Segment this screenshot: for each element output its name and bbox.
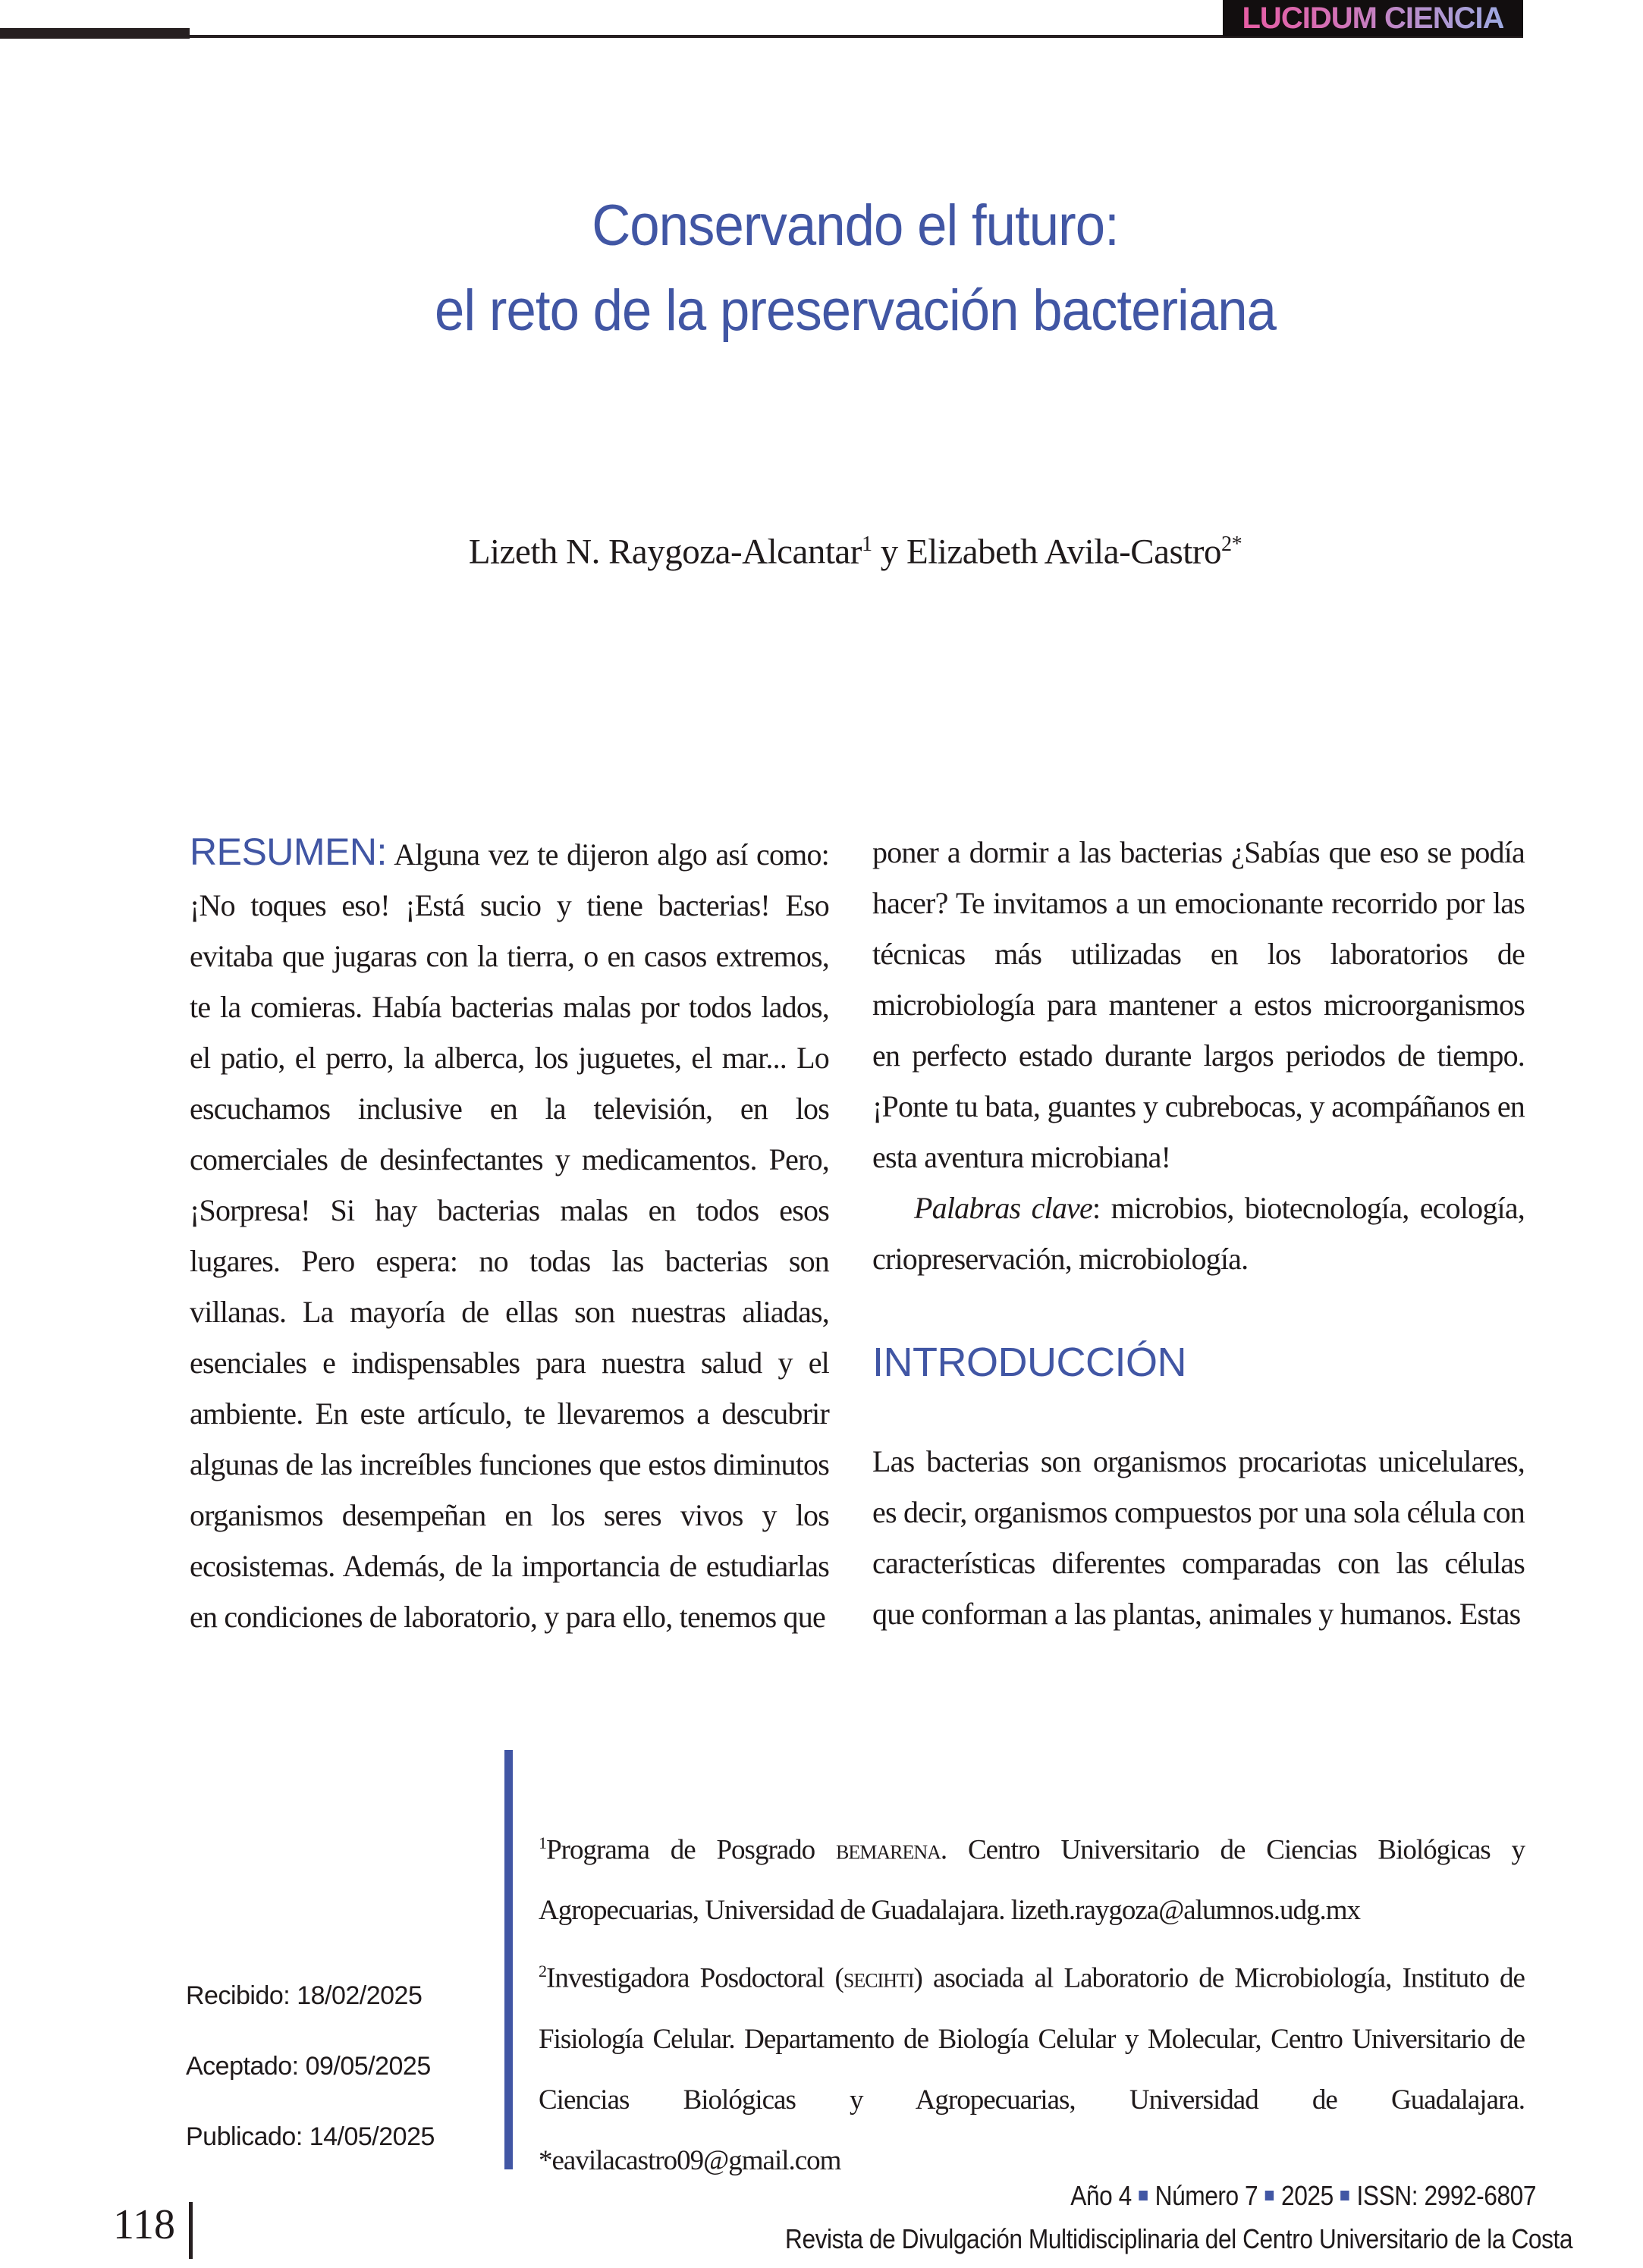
abstract-paragraph	[190, 827, 829, 1642]
footnote-2-institution-acronym: secihti	[843, 1962, 914, 1994]
introduction-heading: INTRODUCCIÓN	[872, 1340, 1186, 1385]
footnote-1-program-acronym: bemarena	[836, 1834, 941, 1866]
meta-item-number: Número 7	[1154, 2180, 1258, 2211]
author-2: Elizabeth Avila-Castro	[906, 532, 1221, 572]
authors-connector: y	[872, 532, 907, 572]
footnote-2-text: Investigadora Posdoctoral (	[546, 1962, 843, 1994]
keywords-label: Palabras clave	[914, 1191, 1092, 1225]
journal-badge-label: LUCIDUM CIENCIA	[1242, 1, 1504, 35]
meta-item-issn: ISSN: 2992-6807	[1356, 2180, 1536, 2211]
footnote-1-text-after: . Centro Universitario de Ciencias Biológicas y Agropecuarias, Universidad de Guadalajara. lizeth.raygoza@alumnos.udg.mx	[539, 1834, 1525, 1927]
page-number: 118	[113, 2201, 175, 2248]
footnote-2	[539, 1941, 1525, 2191]
received-date: Recibido: 18/02/2025	[186, 1981, 423, 2010]
issue-meta-line	[785, 2174, 1536, 2217]
introduction-paragraph: Las bacterias son organismos procariotas unicelulares, es decir, organismos compuestos por una sola célula con características diferentes comparadas con las células que conforman a las plantas, animales y humanos. Estas	[872, 1444, 1525, 1631]
abstract-continuation: poner a dormir a las bacterias ¿Sabías que eso se podía hacer? Te invitamos a un emocionante recorrido por las técnicas más utilizadas en los laboratorios de microbiología para mantener a estos microorganismos en perfecto estado durante largos periodos de tiempo. ¡Ponte tu bata, guantes y cubrebocas, y acompáñanos en esta aventura microbiana!	[872, 835, 1525, 1174]
abstract-column-left	[190, 827, 829, 1642]
keywords-text: : microbios, biotecnología, ecología, criopreservación, microbiología.	[872, 1191, 1525, 1276]
footnote-1	[539, 1813, 1525, 1941]
authors-line	[186, 522, 1525, 575]
separator-square-icon	[1340, 2191, 1349, 2200]
article-title	[233, 184, 1478, 353]
author-1-superscript: 1	[861, 532, 872, 556]
separator-square-icon	[1139, 2191, 1148, 2200]
accepted-date: Aceptado: 09/05/2025	[186, 2052, 431, 2081]
meta-item-edition-year: 2025	[1281, 2180, 1334, 2211]
meta-item-year: Año 4	[1070, 2180, 1132, 2211]
keywords-paragraph	[872, 1183, 1525, 1284]
footnote-2-text-after: ) asociada al Laboratorio de Microbiología, Instituto de Fisiología Celular. Departamento de Biología Celular y Molecular, Centro Universitario de Ciencias Biológicas y Agropecuarias, Universidad de Guadalajara. *eavilacastro09@gmail.com	[539, 1962, 1525, 2176]
journal-name: Revista de Divulgación Multidisciplinaria del Centro Universitario de la Costa	[785, 2223, 1573, 2254]
footnote-1-text: Programa de Posgrado	[546, 1834, 836, 1866]
footnote-2-marker: 2	[539, 1962, 547, 1981]
author-1: Lizeth N. Raygoza-Alcantar	[468, 532, 862, 572]
published-date: Publicado: 14/05/2025	[186, 2122, 435, 2151]
footer-divider	[189, 2202, 193, 2259]
separator-square-icon	[1265, 2191, 1274, 2200]
dates-block	[186, 1961, 512, 2172]
footnote-1-marker: 1	[539, 1833, 547, 1852]
abstract-text: Alguna vez te dijeron algo así como: ¡No toques eso! ¡Está sucio y tiene bacterias! Eso evitaba que jugaras con la tierra, o en casos extremos, te la comieras. Había bacterias malas por todos lados, el patio, el perro, la alberca, los juguetes, el mar... Lo escuchamos inclusive en la televisión, en los comerciales de desinfectantes y medicamentos. Pero, ¡Sorpresa! Si hay bacterias malas en todos esos lugares. Pero espera: no todas las bacterias son villanas. La mayoría de ellas son nuestras aliadas, esenciales e indispensables para nuestra salud y el ambiente. En este artículo, te llevaremos a descubrir algunas de las increíbles funciones que estos diminutos organismos desempeñan en los seres vivos y los ecosistemas. Además, de la importancia de estudiarlas en condiciones de laboratorio, y para ello, tenemos que	[190, 837, 829, 1634]
journal-badge	[1223, 0, 1523, 36]
footnotes-block	[539, 1813, 1525, 2191]
content-column-right	[872, 827, 1525, 1639]
page-footer-meta	[785, 2174, 1573, 2260]
author-2-superscript: 2*	[1220, 532, 1242, 556]
title-line-1: Conservando el futuro:	[592, 193, 1119, 258]
resumen-label: RESUMEN:	[190, 831, 387, 873]
title-line-2: el reto de la preservación bacteriana	[435, 278, 1276, 343]
